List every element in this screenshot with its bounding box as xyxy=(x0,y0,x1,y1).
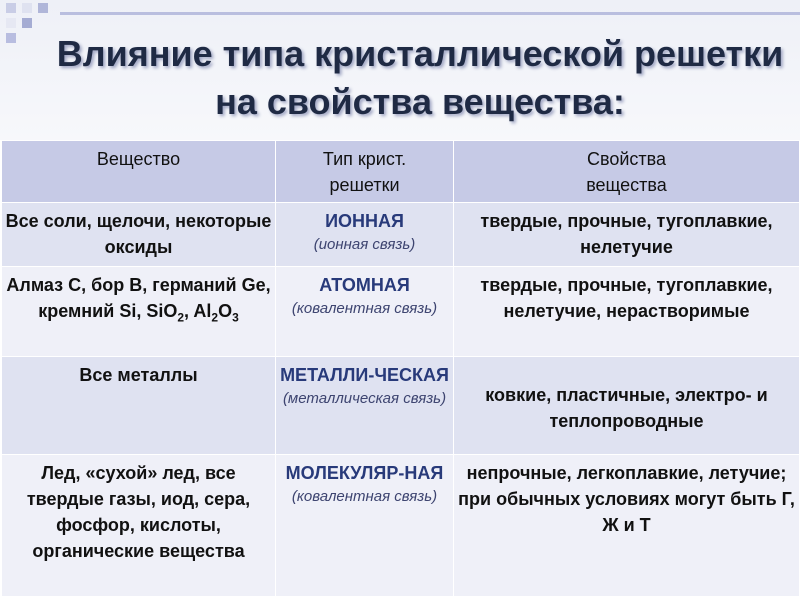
decor-square xyxy=(22,3,32,13)
cell-lattice-type xyxy=(276,357,454,455)
decor-square xyxy=(6,33,16,43)
header-properties xyxy=(454,141,800,203)
table-header-row xyxy=(2,141,800,203)
table-row xyxy=(2,455,800,597)
header-properties-line2: вещества xyxy=(586,175,667,195)
header-lattice-type-line1: Тип крист. xyxy=(322,149,407,169)
decor-square xyxy=(22,18,32,28)
slide-title: Влияние типа кристаллической решетки на свойства вещества: xyxy=(56,33,784,122)
header-substance: Вещество xyxy=(2,141,276,203)
header-properties-line1: Свойства xyxy=(586,149,667,169)
header-divider-line xyxy=(60,12,800,15)
bond-note: (ковалентная связь) xyxy=(291,488,438,505)
decor-square xyxy=(6,3,16,13)
decor-square xyxy=(6,18,16,28)
cell-lattice-type xyxy=(276,455,454,597)
cell-substance: Все соли, щелочи, некоторые оксиды xyxy=(2,203,276,267)
decor-square xyxy=(38,3,48,13)
bond-note: (металлическая связь) xyxy=(282,390,447,407)
cell-substance: Все металлы xyxy=(2,357,276,455)
cell-properties: твердые, прочные, тугоплавкие, нелетучие, нерастворимые xyxy=(454,267,800,357)
cell-properties: непрочные, легкоплавкие, летучие; при обычных условиях могут быть Г, Ж и Т xyxy=(454,455,800,597)
table-row xyxy=(2,357,800,455)
header-lattice-type xyxy=(276,141,454,203)
header-lattice-type-line2: решетки xyxy=(329,175,400,195)
table-row xyxy=(2,203,800,267)
cell-lattice-type xyxy=(276,267,454,357)
bond-note: (ковалентная связь) xyxy=(291,300,438,317)
lattice-type-name: ИОННАЯ xyxy=(325,211,404,231)
lattice-type-name: АТОМНАЯ xyxy=(319,275,410,295)
bond-note: (ионная связь) xyxy=(313,236,416,253)
cell-substance: Алмаз С, бор В, германий Ge, кремний Si, SiO$_2$, $Al_2O_3$ xyxy=(2,267,276,357)
cell-properties: ковкие, пластичные, электро- и теплопроводные xyxy=(454,357,800,455)
lattice-type-name: МОЛЕКУЛЯР-НАЯ xyxy=(285,463,444,483)
cell-properties: твердые, прочные, тугоплавкие, нелетучие xyxy=(454,203,800,267)
lattice-properties-table xyxy=(1,140,800,597)
cell-substance: Лед, «сухой» лед, все твердые газы, иод, сера, фосфор, кислоты, органические вещества xyxy=(2,455,276,597)
table-row xyxy=(2,267,800,357)
lattice-type-name: МЕТАЛЛИ-ЧЕСКАЯ xyxy=(280,365,449,385)
cell-lattice-type xyxy=(276,203,454,267)
